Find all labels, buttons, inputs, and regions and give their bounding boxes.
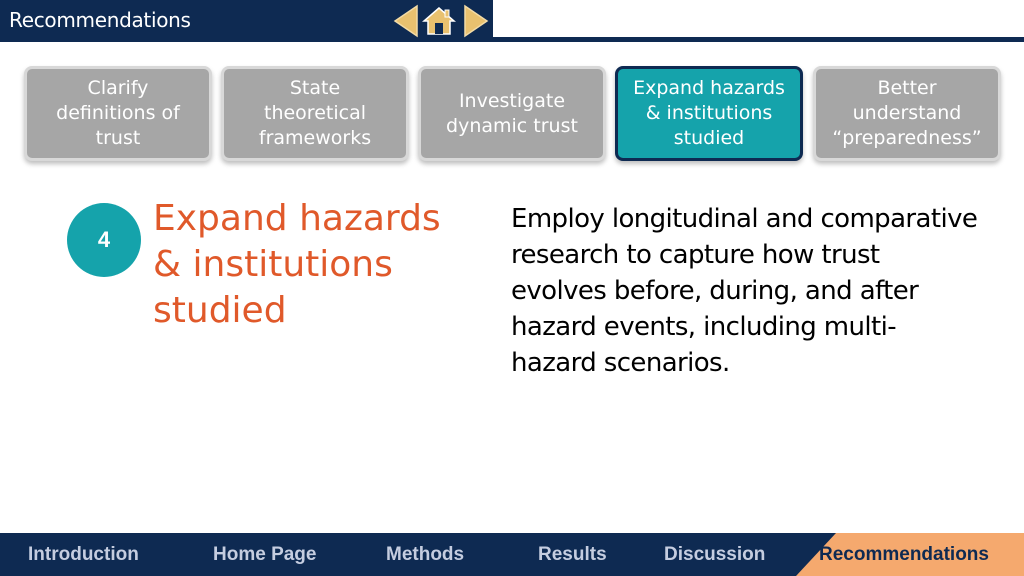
step-card-dynamic-trust[interactable]: Investigate dynamic trust	[418, 66, 606, 161]
nav-results[interactable]: Results	[538, 543, 607, 565]
nav-methods[interactable]: Methods	[386, 543, 465, 565]
step-number-badge: 4	[67, 203, 141, 277]
nav-recommendations[interactable]: Recommendations	[819, 543, 989, 565]
step-card-preparedness[interactable]: Better understand “preparedness”	[813, 66, 1001, 161]
header-rule	[493, 37, 1024, 42]
step-card-expand-hazards[interactable]: Expand hazards & institutions studied	[615, 66, 803, 161]
step-card-theoretical-frameworks[interactable]: State theoretical frameworks	[221, 66, 409, 161]
step-heading: Expand hazards & institutions studied	[153, 198, 441, 331]
triangle-left-icon	[393, 4, 419, 38]
home-button[interactable]	[419, 2, 459, 40]
triangle-right-icon	[463, 4, 489, 38]
next-slide-button[interactable]	[456, 2, 496, 40]
home-icon	[422, 6, 456, 36]
nav-home-page[interactable]: Home Page	[213, 543, 317, 565]
section-title: Recommendations	[9, 8, 191, 32]
nav-discussion[interactable]: Discussion	[664, 543, 766, 565]
nav-introduction[interactable]: Introduction	[28, 543, 139, 565]
step-card-clarify-definitions[interactable]: Clarify definitions of trust	[24, 66, 212, 161]
step-description: Employ longitudinal and comparative research to capture how trust evolves before, during, and after hazard events, including multi-hazard scenarios.	[511, 204, 978, 378]
